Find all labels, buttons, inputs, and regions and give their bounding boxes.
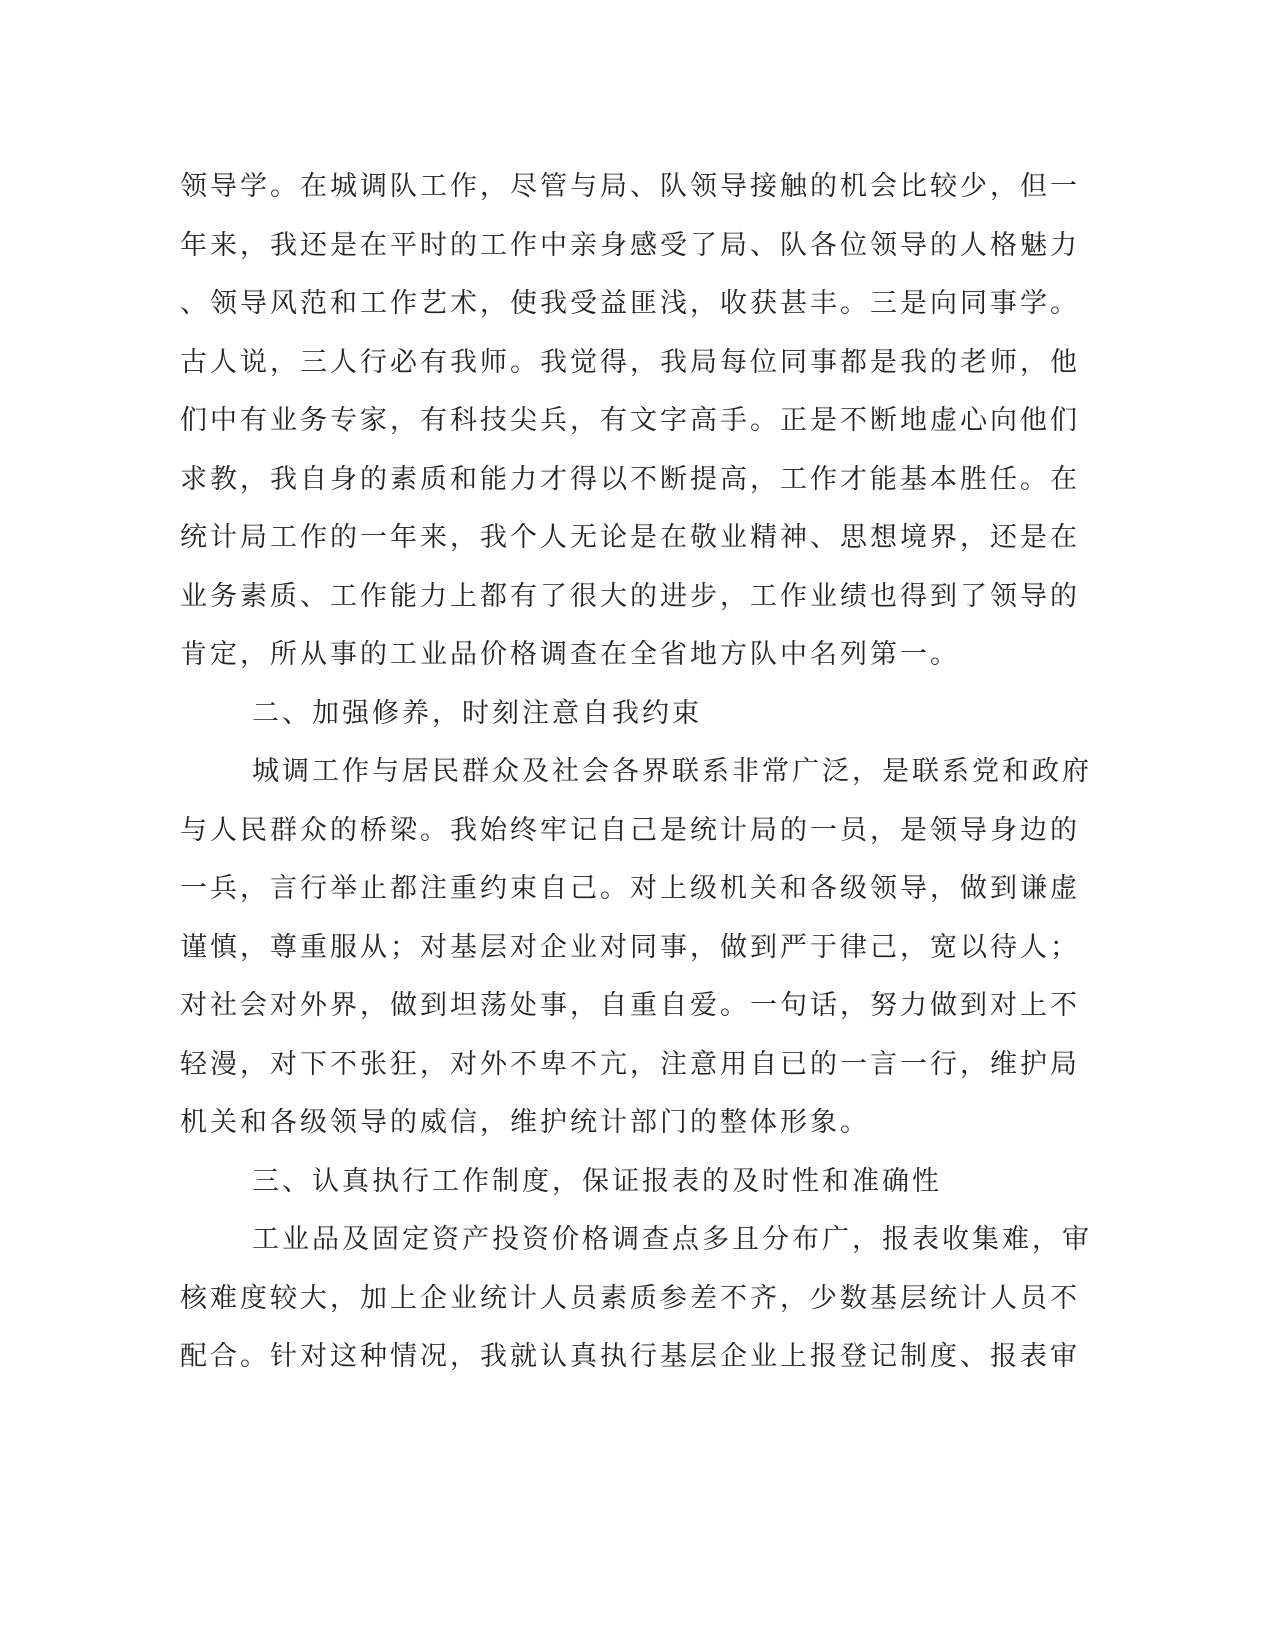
text-line: 一兵，言行举止都注重约束自己。对上级机关和各级领导，做到谦虚 — [180, 873, 1080, 904]
text-line: 与人民群众的桥梁。我始终牢记自己是统计局的一员，是领导身边的 — [180, 814, 1080, 846]
text-line: 求教，我自身的素质和能力才得以不断提高，工作才能基本胜任。在 — [180, 463, 1080, 495]
text-line: 机关和各级领导的威信，维护统计部门的整体形象。 — [180, 1107, 870, 1138]
text-line: 谨慎，尊重服从；对基层对企业对同事，做到严于律己，宽以待人； — [180, 931, 1080, 963]
text-line: 古人说，三人行必有我师。我觉得，我局每位同事都是我的老师，他 — [180, 346, 1080, 378]
text-line: 轻漫，对下不张狂，对外不卑不亢，注意用自已的一言一行，维护局 — [180, 1048, 1080, 1080]
text-line: 核难度较大，加上企业统计人员素质参差不齐，少数基层统计人员不 — [180, 1282, 1080, 1314]
paragraph-first-line: 工业品及固定资产投资价格调查点多且分布广，报表收集难，审 — [252, 1224, 1092, 1255]
text-line: 年来，我还是在平时的工作中亲身感受了局、队各位领导的人格魅力 — [180, 229, 1080, 261]
paragraph-first-line: 城调工作与居民群众及社会各界联系非常广泛，是联系党和政府 — [252, 756, 1092, 787]
text-line: 领导学。在城调队工作，尽管与局、队领导接触的机会比较少，但一 — [180, 171, 1080, 202]
text-line: 业务素质、工作能力上都有了很大的进步，工作业绩也得到了领导的 — [180, 580, 1080, 612]
text-line: 肯定，所从事的工业品价格调查在全省地方队中名列第一。 — [180, 639, 960, 670]
text-line: 配合。针对这种情况，我就认真执行基层企业上报登记制度、报表审 — [180, 1341, 1080, 1372]
text-line: 统计局工作的一年来，我个人无论是在敬业精神、思想境界，还是在 — [180, 522, 1080, 553]
paragraph-first-line: 三、认真执行工作制度，保证报表的及时性和准确性 — [252, 1165, 942, 1197]
text-line: 、领导风范和工作艺术，使我受益匪浅，收获甚丰。三是向同事学。 — [180, 288, 1080, 319]
paragraph-first-line: 二、加强修养，时刻注意自我约束 — [252, 697, 702, 729]
text-line: 们中有业务专家，有科技尖兵，有文字高手。正是不断地虚心向他们 — [180, 405, 1080, 436]
text-line: 对社会对外界，做到坦荡处事，自重自爱。一句话，努力做到对上不 — [180, 990, 1080, 1021]
body-text — [180, 158, 1092, 1387]
